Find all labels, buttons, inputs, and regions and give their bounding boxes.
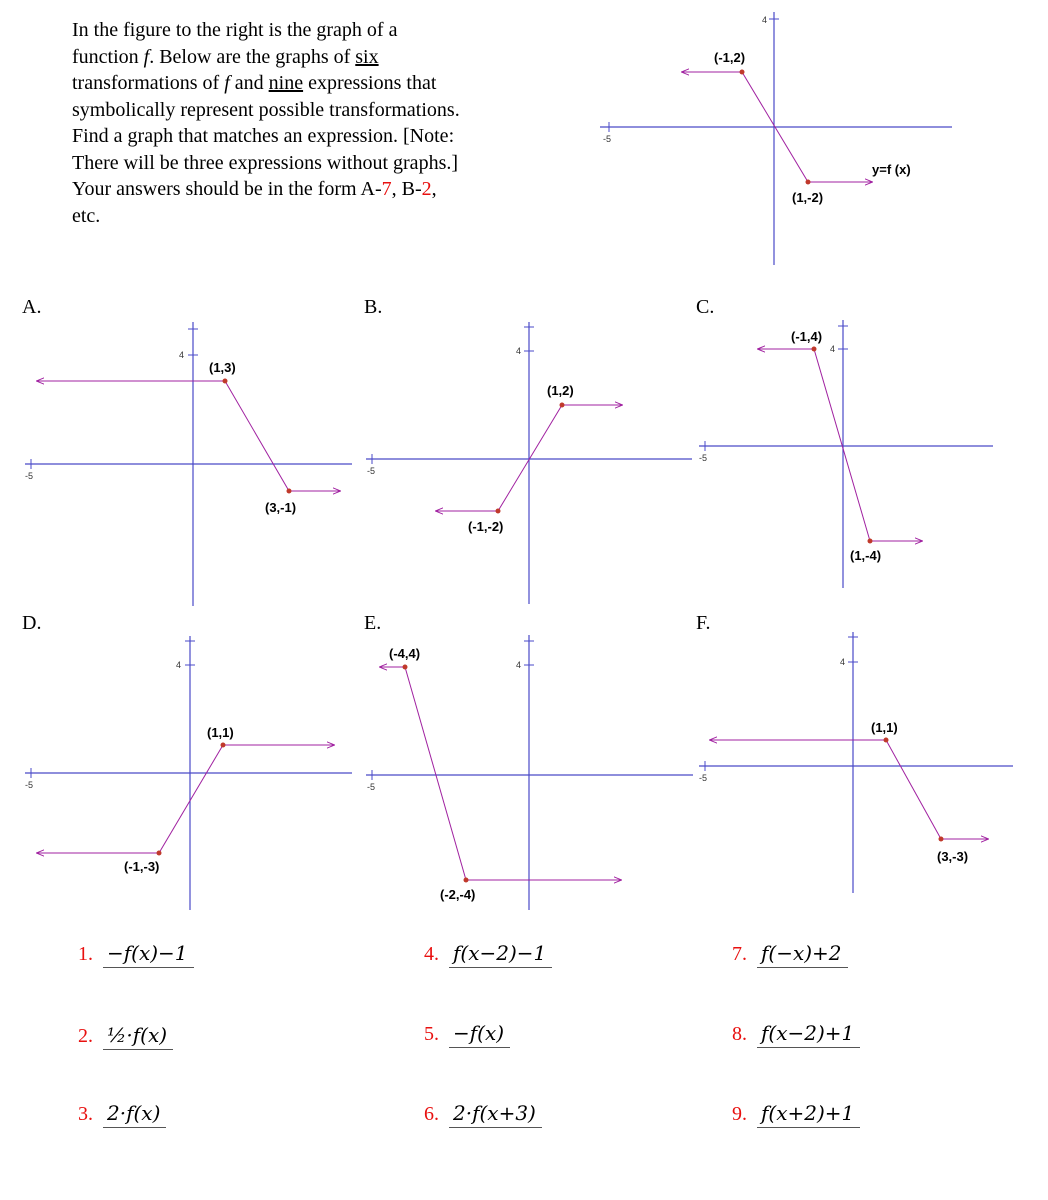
graph-letter-f: F. [696,612,711,634]
point-label: (1,1) [207,725,234,740]
expression-2: 2. ½·f(x) [78,1022,173,1050]
expression-4: 4. f(x−2)−1 [424,940,552,968]
function-name: y=f (x) [872,162,911,177]
graph-letter-b: B. [364,296,383,318]
point-1 [740,70,745,75]
graph-f [699,632,1013,893]
svg-text:4: 4 [176,660,182,670]
point-label: (-1,4) [791,329,823,344]
point-label: (1,-4) [850,548,882,563]
graph-e [366,635,693,910]
point-label: (1,1) [871,720,898,735]
graph-c [699,320,993,588]
svg-text:-5: -5 [367,782,376,792]
graph-letter-c: C. [696,296,715,318]
point-label: (-4,4) [389,646,421,661]
svg-text:-5: -5 [699,453,708,463]
svg-text:-5: -5 [25,471,34,481]
svg-text:4: 4 [840,657,846,667]
point-label: (-1,-2) [468,519,504,534]
svg-text:4: 4 [516,346,522,356]
point-label: (-1,-3) [124,859,160,874]
instructions-text: In the figure to the right is the graph of a function f. Below are the graphs of six transformations of f and nine expressions that symbolically represent possible transformations. Find a graph that matches an expression. [Note: There will be three expressions without graphs.] Your answers should be in the form A-7, B-2, etc. [72,19,460,227]
svg-text:-5: -5 [25,780,34,790]
graph-letter-a: A. [22,296,42,318]
graph-letter-d: D. [22,612,42,634]
point-label: (1,2) [547,383,574,398]
point-label: (3,-1) [265,500,297,515]
point-label: (3,-3) [937,849,969,864]
point-label: (1,3) [209,360,236,375]
point-label: (-2,-4) [440,887,476,902]
graph-d [25,636,352,910]
svg-text:4: 4 [516,660,522,670]
expression-5: 5. −f(x) [424,1020,510,1048]
tick-label-y: 4 [762,15,768,25]
graph-b [366,322,692,604]
graph-a [25,322,352,606]
svg-text:4: 4 [830,344,836,354]
expression-6: 6. 2·f(x+3) [424,1100,542,1128]
expression-7: 7. f(−x)+2 [732,940,848,968]
point-label-2: (1,-2) [792,190,824,205]
expression-1: 1. −f(x)−1 [78,940,194,968]
expression-3: 3. 2·f(x) [78,1100,166,1128]
graph-letter-e: E. [364,612,382,634]
point-label-1: (-1,2) [714,50,746,65]
tick-label-x: -5 [603,134,612,144]
svg-text:4: 4 [179,350,185,360]
point-2 [806,180,811,185]
svg-text:-5: -5 [367,466,376,476]
svg-text:-5: -5 [699,773,708,783]
expression-9: 9. f(x+2)+1 [732,1100,860,1128]
expression-8: 8. f(x−2)+1 [732,1020,860,1048]
main-graph [600,12,952,265]
